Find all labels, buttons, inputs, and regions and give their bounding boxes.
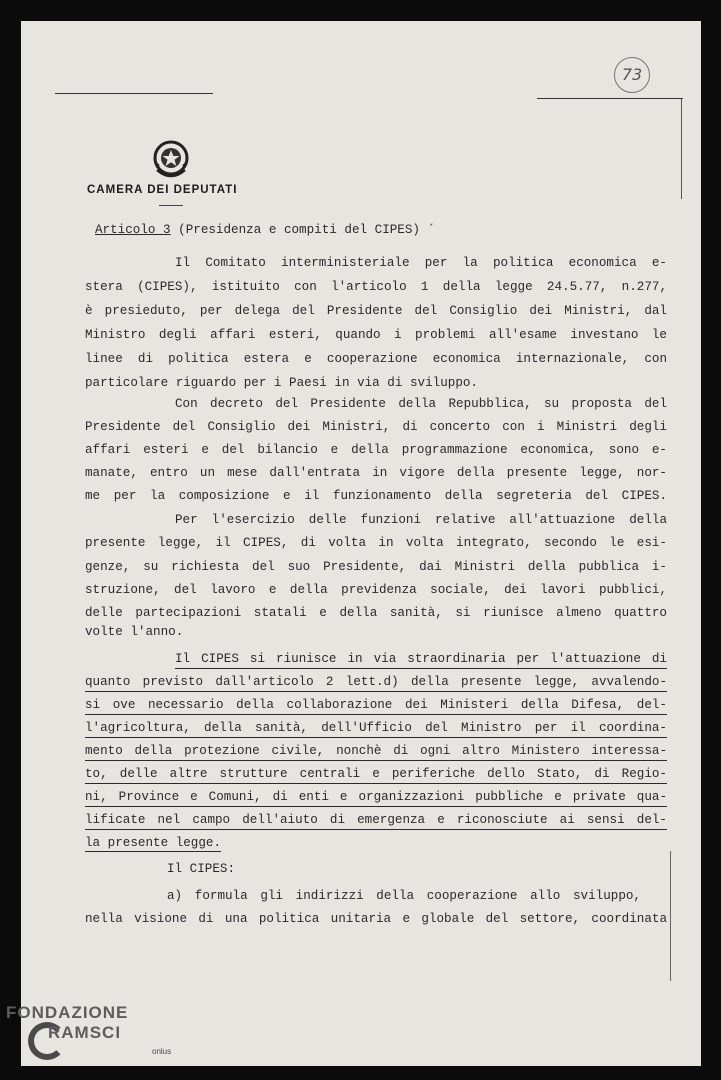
text-line: delle partecipazioni statali e della sanità, si riunisce almeno quattro	[85, 606, 667, 620]
underlined-text-line: si ove necessario della collaborazione dei Ministeri della Difesa, del-	[85, 697, 667, 715]
text-line: stera (CIPES), istituito con l'articolo 1 della legge 24.5.77, n.277,	[85, 280, 667, 294]
article-number: Articolo 3	[95, 223, 171, 237]
text-line: presente legge, il CIPES, di volta in volta integrato, secondo le esi-	[85, 536, 667, 550]
underlined-text-line: la presente legge.	[85, 836, 222, 850]
underlined-text-line: Il CIPES si riunisce in via straordinaria per l'attuazione di	[175, 651, 667, 669]
document-page	[21, 21, 701, 1066]
text-line: manate, entro un mese dall'entrata in vigore della presente legge, nor-	[85, 466, 667, 480]
text-line: genze, su richiesta del suo Presidente, dai Ministri della pubblica i-	[85, 560, 667, 574]
text-line: Il CIPES:	[167, 862, 236, 876]
article-mark: ´	[427, 223, 436, 237]
text-line: particolare riguardo per i Paesi in via di sviluppo.	[85, 376, 478, 390]
text-line: volte l'anno.	[85, 625, 184, 639]
underlined-text-line: mento della protezione civile, nonchè di ogni altro Ministero interessa-	[85, 743, 667, 761]
watermark-line2: RAMSCI	[48, 1023, 122, 1042]
text-line: Presidente del Consiglio dei Ministri, di concerto con i Ministri degli	[85, 420, 667, 434]
text-line: a) formula gli indirizzi della cooperazione allo sviluppo,	[167, 889, 641, 903]
text-line: Il Comitato interministeriale per la politica economica e-	[175, 256, 667, 270]
text-line: struzione, del lavoro e della previdenza sociale, dei lavori pubblici,	[85, 583, 667, 597]
text-line: linee di politica estera e cooperazione economica internazionale, con	[85, 352, 667, 366]
article-heading	[95, 223, 435, 237]
underlined-text-line: ni, Province e Comuni, di enti e organizzazioni pubbliche e private qua-	[85, 789, 667, 807]
watermark-suffix: onlus	[152, 1047, 172, 1056]
watermark-line1: FONDAZIONE	[6, 1003, 129, 1022]
text-line: è presieduto, per delega del Presidente del Consiglio dei Ministri, dal	[85, 304, 667, 318]
institution-name: CAMERA DEI DEPUTATI	[87, 184, 238, 196]
text-line: me per la composizione e il funzionamento della segreteria del CIPES.	[85, 489, 667, 503]
underlined-text-line: to, delle altre strutture centrali e periferiche dello Stato, di Regio-	[85, 766, 667, 784]
text-line: Con decreto del Presidente della Repubblica, su proposta del	[175, 397, 667, 411]
text-line: Ministro degli affari esteri, quando i problemi all'esame investano le	[85, 328, 667, 342]
fondazione-gramsci-watermark	[6, 1003, 186, 1073]
text-line: Per l'esercizio delle funzioni relative all'attuazione della	[175, 513, 667, 527]
underlined-text-line: lificate nel campo dell'aiuto di emergenza e riconosciute ai sensi del-	[85, 812, 667, 830]
page-number-stamp: 73	[614, 57, 650, 93]
text-line: affari esteri e del bilancio e della programmazione economica, sono e-	[85, 443, 667, 457]
text-line: nella visione di una politica unitaria e globale del settore, coordinata	[85, 912, 667, 926]
document-text	[21, 21, 701, 1066]
underlined-text-line: quanto previsto dall'articolo 2 lett.d) della presente legge, avvalendo-	[85, 674, 667, 692]
article-title: (Presidenza e compiti del CIPES)	[178, 223, 420, 237]
underlined-text-line: l'agricoltura, della sanità, dell'Ufficio del Ministro per il coordina-	[85, 720, 667, 738]
